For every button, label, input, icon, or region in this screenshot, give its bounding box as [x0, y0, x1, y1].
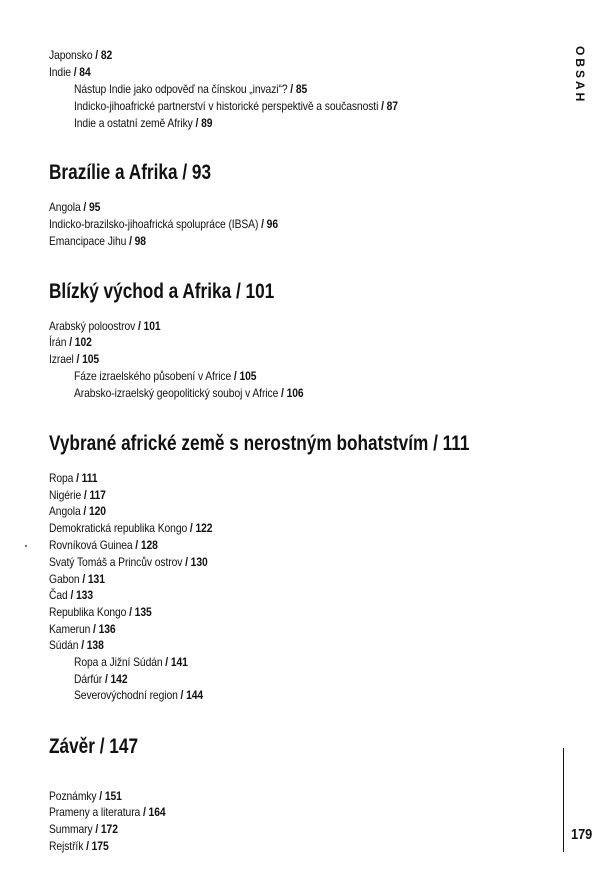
- toc-subentry: [74, 671, 127, 687]
- toc-entry: [49, 216, 278, 232]
- toc-entry: [49, 199, 100, 215]
- toc-entry: [49, 64, 91, 80]
- toc-subentry: [74, 81, 307, 97]
- entry-separator: /: [126, 605, 135, 619]
- entry-separator: /: [187, 521, 196, 535]
- entry-title: Ropa: [49, 471, 74, 485]
- entry-separator: /: [231, 369, 240, 383]
- page-number: 179: [571, 826, 593, 843]
- entry-separator: /: [132, 538, 141, 552]
- entry-separator: /: [177, 688, 187, 702]
- entry-separator: /: [182, 555, 191, 569]
- entry-page-number: 175: [91, 839, 109, 853]
- toc-entry: [49, 571, 105, 587]
- entry-separator: /: [258, 217, 267, 231]
- entry-separator: /: [192, 116, 202, 130]
- entry-page-number: 130: [190, 555, 208, 569]
- entry-separator: /: [378, 99, 387, 113]
- entry-title: Summary: [49, 822, 93, 836]
- entry-page-number: 87: [386, 99, 398, 113]
- entry-separator: /: [278, 386, 287, 400]
- section-heading: Závěr / 147: [49, 735, 139, 758]
- entry-separator: /: [73, 352, 83, 366]
- entry-page-number: 120: [88, 504, 106, 518]
- entry-separator: /: [92, 48, 101, 62]
- entry-title: Svatý Tomáš a Princův ostrov: [49, 555, 183, 569]
- entry-title: Dárfúr: [74, 672, 103, 686]
- entry-page-number: 136: [98, 622, 116, 636]
- entry-separator: /: [67, 588, 77, 602]
- entry-separator: /: [70, 65, 80, 79]
- entry-title: Demokratická republika Kongo: [49, 521, 188, 535]
- entry-title: Rovníková Guinea: [49, 538, 133, 552]
- entry-separator: /: [79, 572, 88, 586]
- entry-page-number: 96: [266, 217, 278, 231]
- entry-page-number: 117: [89, 488, 106, 502]
- entry-page-number: 122: [195, 521, 213, 535]
- section-heading: Brazílie a Afrika / 93: [49, 161, 212, 184]
- entry-page-number: 106: [286, 386, 304, 400]
- entry-page-number: 142: [110, 672, 128, 686]
- entry-page-number: 128: [140, 538, 158, 552]
- entry-title: Ropa a Jižní Súdán: [74, 655, 163, 669]
- entry-separator: /: [102, 672, 111, 686]
- toc-subentry: [74, 687, 203, 703]
- entry-page-number: 135: [134, 605, 152, 619]
- entry-title: Arabský poloostrov: [49, 319, 136, 333]
- entry-title: Izrael: [49, 352, 74, 366]
- entry-page-number: 141: [170, 655, 188, 669]
- entry-title: Arabsko-izraelský geopolitický souboj v Africe: [74, 386, 279, 400]
- entry-title: Indie a ostatní země Afriky: [74, 116, 193, 130]
- entry-page-number: 172: [100, 822, 118, 836]
- toc-subentry: [74, 98, 398, 114]
- scan-speck: [25, 545, 27, 547]
- entry-separator: /: [140, 805, 149, 819]
- toc-entry: [49, 351, 99, 367]
- toc-entry: [49, 788, 122, 804]
- entry-separator: /: [78, 638, 87, 652]
- toc-entry: [49, 604, 152, 620]
- entry-page-number: 85: [295, 82, 308, 96]
- entry-separator: /: [81, 488, 90, 502]
- entry-separator: /: [80, 504, 89, 518]
- toc-entry: [49, 334, 92, 350]
- entry-separator: /: [80, 200, 89, 214]
- section-heading: Blízký východ a Afrika / 101: [49, 280, 275, 303]
- toc-entry: [49, 47, 112, 63]
- section-label: OBSAH: [573, 46, 587, 105]
- entry-page-number: 95: [88, 200, 101, 214]
- entry-page-number: 82: [100, 48, 113, 62]
- entry-title: Kamerun: [49, 622, 91, 636]
- entry-title: Rejstřík: [49, 839, 84, 853]
- entry-page-number: 102: [74, 335, 92, 349]
- entry-title: Japonsko: [49, 48, 93, 62]
- entry-title: Prameny a literatura: [49, 805, 141, 819]
- entry-separator: /: [96, 789, 105, 803]
- entry-title: Poznámky: [49, 789, 97, 803]
- entry-title: Írán: [49, 335, 67, 349]
- entry-page-number: 133: [76, 588, 93, 602]
- entry-title: Fáze izraelského působení v Africe: [74, 369, 232, 383]
- entry-title: Angola: [49, 504, 81, 518]
- toc-entry: [49, 804, 166, 820]
- toc-subentry: [74, 115, 212, 131]
- entry-page-number: 101: [143, 319, 161, 333]
- page-number-rule: [563, 748, 564, 852]
- toc-entry: [49, 838, 109, 854]
- toc-subentry: [74, 654, 188, 670]
- entry-separator: /: [90, 622, 99, 636]
- entry-title: Angola: [49, 200, 81, 214]
- toc-entry: [49, 487, 106, 503]
- toc-entry: [49, 537, 158, 553]
- entry-page-number: 164: [148, 805, 166, 819]
- entry-page-number: 138: [86, 638, 104, 652]
- entry-separator: /: [126, 234, 135, 248]
- toc-entry: [49, 621, 116, 637]
- entry-separator: /: [92, 822, 101, 836]
- entry-title: Emancipace Jihu: [49, 234, 127, 248]
- entry-title: Súdán: [49, 638, 79, 652]
- entry-title: Republika Kongo: [49, 605, 127, 619]
- entry-separator: /: [73, 471, 82, 485]
- toc-entry: [49, 520, 212, 536]
- entry-page-number: 111: [81, 471, 98, 485]
- entry-title: Nigérie: [49, 488, 82, 502]
- toc-entry: [49, 318, 161, 334]
- entry-title: Čad: [49, 588, 68, 602]
- toc-entry: [49, 821, 118, 837]
- entry-separator: /: [66, 335, 75, 349]
- entry-page-number: 98: [134, 234, 146, 248]
- toc-entry: [49, 554, 208, 570]
- entry-page-number: 151: [104, 789, 122, 803]
- entry-title: Nástup Indie jako odpověď na čínskou „invazi“?: [74, 82, 288, 96]
- entry-page-number: 89: [201, 116, 213, 130]
- entry-page-number: 84: [79, 65, 91, 79]
- toc-entry: [49, 470, 98, 486]
- entry-page-number: 144: [186, 688, 204, 702]
- toc-entry: [49, 637, 104, 653]
- toc-entry: [49, 503, 106, 519]
- entry-title: Severovýchodní region: [74, 688, 178, 702]
- toc-subentry: [74, 385, 304, 401]
- entry-title: Indicko-jihoafrické partnerství v historické perspektivě a současnosti: [74, 99, 379, 113]
- entry-title: Gabon: [49, 572, 80, 586]
- entry-title: Indicko-brazilsko-jihoafrická spolupráce (IBSA): [49, 217, 259, 231]
- entry-separator: /: [135, 319, 144, 333]
- section-heading: Vybrané africké země s nerostným bohatstvím / 111: [49, 432, 470, 455]
- entry-title: Indie: [49, 65, 71, 79]
- entry-page-number: 105: [82, 352, 100, 366]
- toc-entry: [49, 587, 93, 603]
- toc-subentry: [74, 368, 256, 384]
- entry-separator: /: [83, 839, 92, 853]
- entry-page-number: 105: [239, 369, 257, 383]
- entry-page-number: 131: [87, 572, 105, 586]
- entry-separator: /: [162, 655, 171, 669]
- toc-entry: [49, 233, 146, 249]
- entry-separator: /: [287, 82, 296, 96]
